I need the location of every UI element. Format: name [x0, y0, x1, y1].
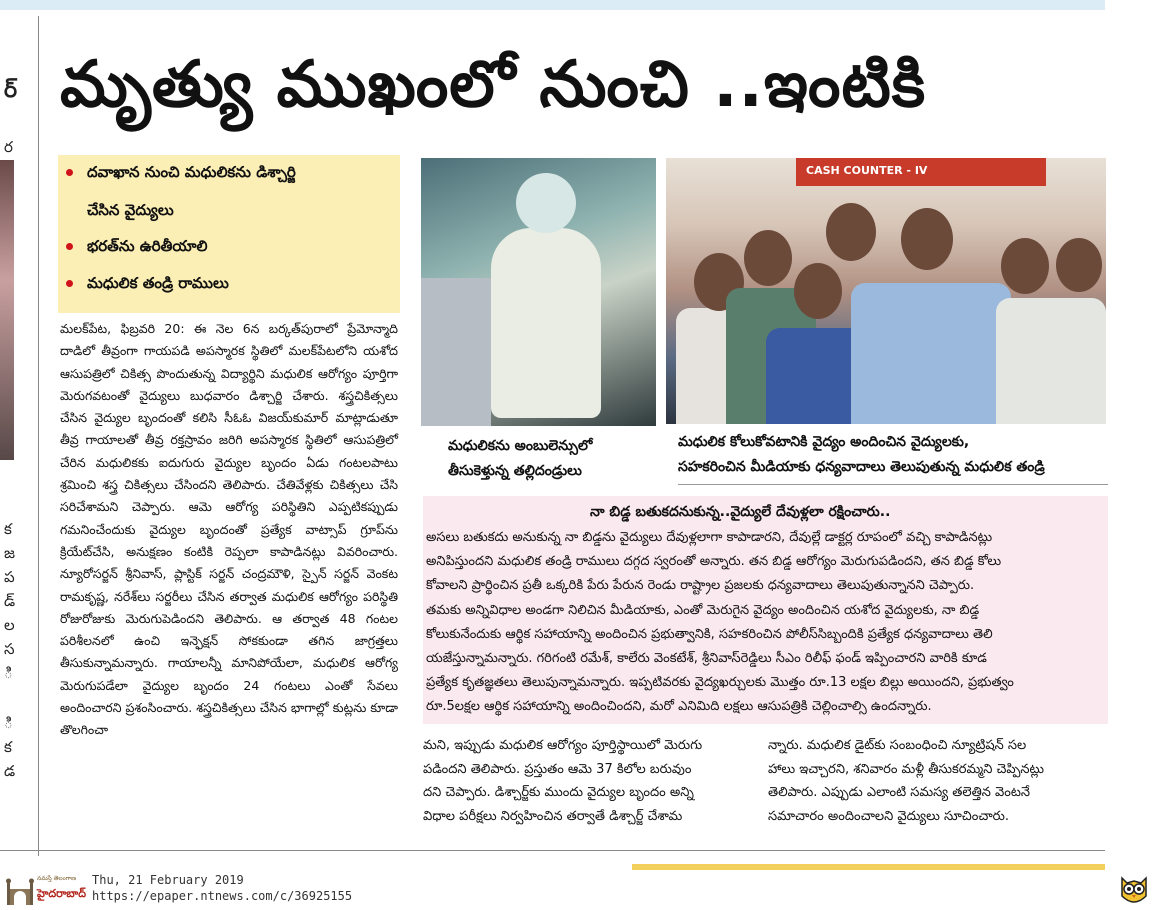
- text-line: విధాల పరీక్షలు నిర్వహించిన తర్వాతే డిశ్చార్జ్ చేశామ: [423, 808, 683, 824]
- text-line: తెలిపారు. ఎప్పుడు ఎలాంటి సమస్య తలెత్తిన వెంటనే: [768, 785, 1030, 801]
- column-rule: [38, 16, 39, 856]
- quote-box-text: [426, 526, 1102, 720]
- article-body: [60, 318, 398, 742]
- text-line: పడిందని తెలిపారు. ప్రస్తుతం ఆమె 37 కిలోల బరువుం: [423, 761, 692, 777]
- bullet-icon: [66, 280, 73, 287]
- edge-fragment: ప: [4, 568, 15, 586]
- box-line: ప్రత్యేక కృతజ్ఞతలు తెలుపున్నామన్నారు. ఇప్పటివరకు వైద్యఖర్చులకు మొత్తం రూ.13 లక్షల బిల్లు అయిందని, ప్రభుత్వం: [426, 675, 1014, 691]
- caption-line: మధులికను అంబులెన్సులో: [448, 438, 593, 454]
- photo1-caption: [448, 434, 592, 484]
- edge-fragment: జ: [4, 544, 15, 562]
- adjacent-article-edge: [0, 10, 38, 850]
- bullet-icon: [66, 169, 73, 176]
- owl-icon[interactable]: [1118, 872, 1150, 906]
- box-line: కోలుకునేందుకు ఆర్థిక సహాయాన్ని అందించిన ప్రభుత్వానికి, సహకరించిన పోలీస్‌సిబ్బందికి ప్రత్యేక ధన్యవాదాలు తెలి: [426, 626, 993, 642]
- edge-fragment: ి: [4, 714, 13, 732]
- edge-fragment: డ్: [4, 592, 16, 610]
- edge-fragment: క: [4, 520, 12, 538]
- article-paragraph: మలక్‌పేట, ఫిబ్రవరి 20: ఈ నెల 6న బర్కత్‌పురాలో ప్రేమోన్మాది దాడిలో తీవ్రంగా గాయపడి అపస్మారక స్థితిలో మలక్‌పేటలోని యశోద ఆసుపత్రిలో చికిత్స పొందుతున్న విద్యార్థిని మధులిక ఆరోగ్యం పూర్తిగా మెరుగవటంతో వైద్యులు బుధవారం డిశ్చార్జి చేశారు. శస్త్రచికిత్సలు చేసిన వైద్యుల బృందంతో కలిసి సీఓఓ విజయ్‌కుమార్ మాట్లాడుతూ తీవ్ర గాయాలతో తీవ్ర రక్తస్రావం జరిగి అపస్మారక స్థితిలో ఆసుపత్రిలో చేరిన మధులికకు ఐదుగురు వైద్యుల బృందం ఏడు గంటలపాటు శ్రమించి శస్త్ర చికిత్సలు చేసిందని తెలిపారు. చేతివేళ్లకు చికిత్సలు చేసి సరిచేశామని చెప్పారు. ఆమె ఆరోగ్య పరిస్థితిని ఎప్పటికప్పుడు గమనించేందుకు వైద్యుల బృందంతో ప్రత్యేక వాట్సాప్ గ్రూప్‌ను క్రియేట్‌చేసి, అనుక్షణం కంటికి రెప్పలా కాపాడినట్లు వివరించారు. న్యూరోసర్జన్ శ్రీనివాస్, ప్లాస్టిక్ సర్జన్ చంద్రమౌళి, స్పైన్ సర్జన్ వెంకట రామకృష్ణ, నరేశ్‌లు సర్జరీలు చేసిన తర్వాత మధులిక ఆరోగ్యం పరిస్థితి రోజురోజుకు మెరుగుపెడిందని తెలిపారు. ఆ తర్వాత 48 గంటల పరిశీలనలో ఉంచి ఇన్ఫెక్షన్ సోకకుండా తగిన జాగ్రత్తలు తీసుకున్నామన్నారు. గాయాలన్నీ మానిపోయేలా, మధులిక ఆరోగ్య మెరుగుపడేలా వైద్యుల బృందం 24 గంటలు ఎంతో సేవలు అందించారని ప్రశంసించారు. శస్త్రచికిత్సలు చేసిన భాగాల్లో కుట్లను కూడా తొలగించా: [60, 321, 398, 738]
- quote-box-title: నా బిడ్డ బతుకదనుకున్న..వైద్యులే దేవుళ్లలా రక్షించారు..: [590, 504, 891, 520]
- top-bar: [0, 0, 1105, 10]
- caption-line: సహకరించిన మీడియాకు ధన్యవాదాలు తెలుపుతున్న మధులిక తండ్రి: [678, 459, 1045, 475]
- edge-fragment: ర: [4, 138, 13, 156]
- edge-fragment: ి: [4, 664, 13, 682]
- highlight-text: దవాఖాన నుంచి మధులికను డిశ్చార్జి: [87, 163, 296, 181]
- edge-fragment: ర్: [4, 78, 18, 103]
- highlight-text: భరత్‌ను ఉరితీయాలి: [87, 237, 208, 255]
- page-bottom-rule: [0, 850, 1105, 851]
- box-line: తమకు అన్నివిధాల అండగా నిలిచిన మీడియాకు, ఎంతో మెరుగైన వైద్యం అందించిన యశోద వైద్యులకు, నా బిడ్డ: [426, 602, 980, 618]
- article-continuation-left: [423, 734, 753, 828]
- bullet-icon: [66, 243, 73, 250]
- highlight-text: చేసిన వైద్యులు: [87, 201, 174, 219]
- logo-small-text: నమస్తే తెలంగాణ: [37, 875, 77, 882]
- highlight-item: [66, 163, 296, 185]
- caption-line: తీసుకెళ్తున్న తల్లిదండ్రులు: [448, 463, 582, 479]
- highlight-text: మధులిక తండ్రి రాములు: [87, 274, 229, 292]
- text-line: న్నారు. మధులిక డైట్‌కు సంబంధించి న్యూట్రిషన్ సల: [768, 738, 1027, 753]
- publish-date: Thu, 21 February 2019: [92, 873, 244, 887]
- photo2-caption: [678, 430, 1108, 485]
- headline: మృత్యు ముఖంలో నుంచి ..ఇంటికి: [60, 48, 927, 122]
- press-meet-photo: [666, 158, 1106, 424]
- caption-line: మధులిక కోలుకోవటానికి వైద్యం అందించిన వైద్యులకు,: [678, 434, 970, 450]
- edge-fragment: ల: [4, 616, 15, 634]
- newspaper-logo[interactable]: [5, 873, 85, 907]
- text-line: మని, ఇప్పుడు మధులిక ఆరోగ్యం పూర్తిస్థాయిలో మెరుగు: [423, 738, 703, 753]
- charminar-icon: [5, 873, 35, 905]
- highlights-box: [58, 155, 400, 313]
- box-line: కోవాలని ప్రార్థించిన ప్రతీ ఒక్కరికి పేరు పేరున రెండు రాష్ట్రాల ప్రజలకు ధన్యవాదాలు తెలుపుతున్నానని చెప్పారు.: [426, 578, 975, 594]
- highlight-item: [66, 274, 229, 296]
- box-line: రూ.5లక్షల ఆర్థిక సహాయాన్ని అందించిందని, మరో ఎనిమిది లక్షలు ఆసుపత్రికి చెల్లించాల్సి ఉందన్నారు.: [426, 699, 932, 715]
- edge-fragment: స: [4, 640, 15, 658]
- ambulance-photo: [421, 158, 656, 426]
- box-line: అసలు బతుకదు అనుకున్న నా బిడ్డను వైద్యులు దేవుళ్లలాగా కాపాడారని, దేవుల్లే డాక్టర్ల రూపంలో వచ్చి కాపాడినట్లు: [426, 530, 993, 545]
- text-line: సమాచారం అందించాలని వైద్యులు సూచించారు.: [768, 808, 1010, 824]
- box-line: యజేస్తున్నామన్నారు. గరిగంటి రమేశ్, కాలేరు వెంకటేశ్, శ్రీనివాస్‌రెడ్డిలు సీఎం రిలీఫ్ ఫండ్ ఇప్పించారని వారికి కూడ: [426, 651, 987, 667]
- epaper-link[interactable]: https://epaper.ntnews.com/c/36925155: [92, 889, 353, 903]
- footer-accent-bar: [632, 864, 1105, 870]
- text-line: హాలు ఇచ్చారని, శనివారం మళ్లీ తీసుకరమ్మని చెప్పినట్లు: [768, 761, 1045, 777]
- box-line: అనిపిస్తుందని మధులిక తండ్రి రాములు దగ్గద స్వరంతో అన్నారు. తన బిడ్డ ఆరోగ్యం మెరుగుపడిందని, తన బిడ్డ కోలు: [426, 554, 1002, 570]
- highlight-item: [66, 237, 207, 259]
- adjacent-photo: [0, 160, 14, 460]
- edge-fragment: క: [4, 738, 12, 756]
- photo-banner-text: CASH COUNTER - IV: [806, 164, 928, 177]
- logo-text: హైదరాబాద్: [37, 887, 86, 900]
- text-line: దని చెప్పారు. డిశ్చార్జ్‌కు ముందు వైద్యుల బృందం అన్ని: [423, 785, 694, 801]
- article-continuation-right: [768, 734, 1106, 828]
- edge-fragment: డ: [4, 762, 16, 780]
